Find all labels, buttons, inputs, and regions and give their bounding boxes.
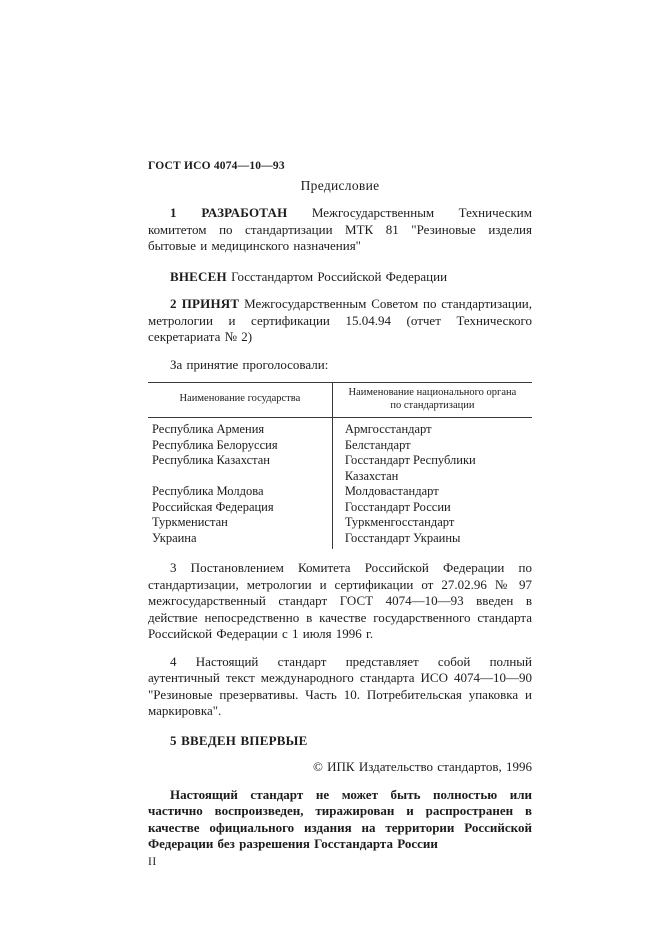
vote-table-row — [148, 484, 532, 500]
vote-table-header — [148, 383, 532, 418]
vote-table-row — [148, 515, 532, 531]
standards-body-cell: Белстандарт — [344, 437, 411, 452]
country-cell: Республика Молдова — [148, 484, 332, 500]
vote-intro: За принятие проголосовали: — [170, 356, 329, 372]
standards-body-cell: Госстандарт России — [344, 499, 451, 514]
country-cell: Республика Белоруссия — [148, 438, 332, 454]
vote-table-row — [148, 500, 532, 516]
copyright-line: © ИПК Издательство стандартов, 1996 — [313, 759, 532, 774]
standards-body-cell: Молдовастандарт — [344, 484, 439, 498]
preface-item-4: 4 Настоящий стандарт представляет собой полный аутентичный текст международного стандарта ИСО 4074—10—90 "Резиновые презервативы. Часть 10. Потребительская упаковка и маркировка". — [148, 653, 532, 718]
country-cell: Туркменистан — [148, 515, 332, 531]
vote-table-row — [148, 418, 532, 438]
page-number: II — [148, 855, 157, 868]
standards-body-cell: Туркменгосстандарт — [344, 515, 455, 529]
preface-submitted-text: Госстандартом Российской Федерации — [226, 268, 448, 284]
vote-table-row — [148, 531, 532, 550]
preface-item-1-text: Межгосударственным Техническим комитетом по стандартизации МТК 81 "Резиновые изделия бытовые и медицинского назначения" — [148, 205, 532, 253]
country-cell: Республика Казахстан — [148, 453, 332, 484]
preface-submitted-lead: ВНЕСЕН — [170, 268, 227, 284]
vote-table-header-row — [148, 383, 532, 418]
vote-table — [148, 382, 532, 549]
vote-table-header-country: Наименование государства — [148, 383, 332, 418]
country-cell: Российская Федерация — [148, 500, 332, 516]
country-cell: Украина — [148, 531, 332, 550]
preface-item-5 — [148, 733, 532, 750]
standards-body-cell: Госстандарт Республики Казахстан — [344, 453, 476, 483]
vote-table-header-standards-body: Наименование национального органа по стандартизации — [332, 383, 532, 418]
country-cell: Республика Армения — [148, 418, 332, 438]
running-head-gost-number: ГОСТ ИСО 4074—10—93 — [148, 160, 285, 172]
preface-item-2 — [148, 296, 532, 346]
page-title: Предисловие — [300, 178, 380, 193]
preface-item-1-lead: 1 РАЗРАБОТАН — [170, 205, 288, 220]
preface-item-5-text: 5 ВВЕДЕН ВПЕРВЫЕ — [170, 732, 308, 748]
preface-item-2-text: Межгосударственным Советом по стандартизации, метрологии и сертификации 15.04.94 (отчет Технического секретариата № 2) — [148, 296, 532, 344]
vote-table-row — [148, 438, 532, 454]
standards-body-cell: Госстандарт Украины — [344, 530, 461, 545]
vote-table-body — [148, 418, 532, 550]
standards-body-cell: Армгосстандарт — [344, 422, 432, 436]
preface-submitted — [148, 269, 532, 286]
preface-item-3: 3 Постановлением Комитета Российской Федерации по стандартизации, метрологии и сертификации от 27.02.96 № 97 межгосударственный стандарт ГОСТ 4074—10—93 введен в действие непосредственно в качестве государственного стандарта Российской Федерации с 1 июля 1996 г. — [148, 560, 532, 641]
preface-item-1 — [148, 205, 532, 255]
vote-table-row — [148, 453, 532, 484]
reproduction-notice: Настоящий стандарт не может быть полностью или частично воспроизведен, тиражирован и распространен в качестве официального издания на территории Российской Федерации без разрешения Госстандарта России — [148, 786, 532, 851]
preface-item-2-lead: 2 ПРИНЯТ — [170, 296, 240, 311]
